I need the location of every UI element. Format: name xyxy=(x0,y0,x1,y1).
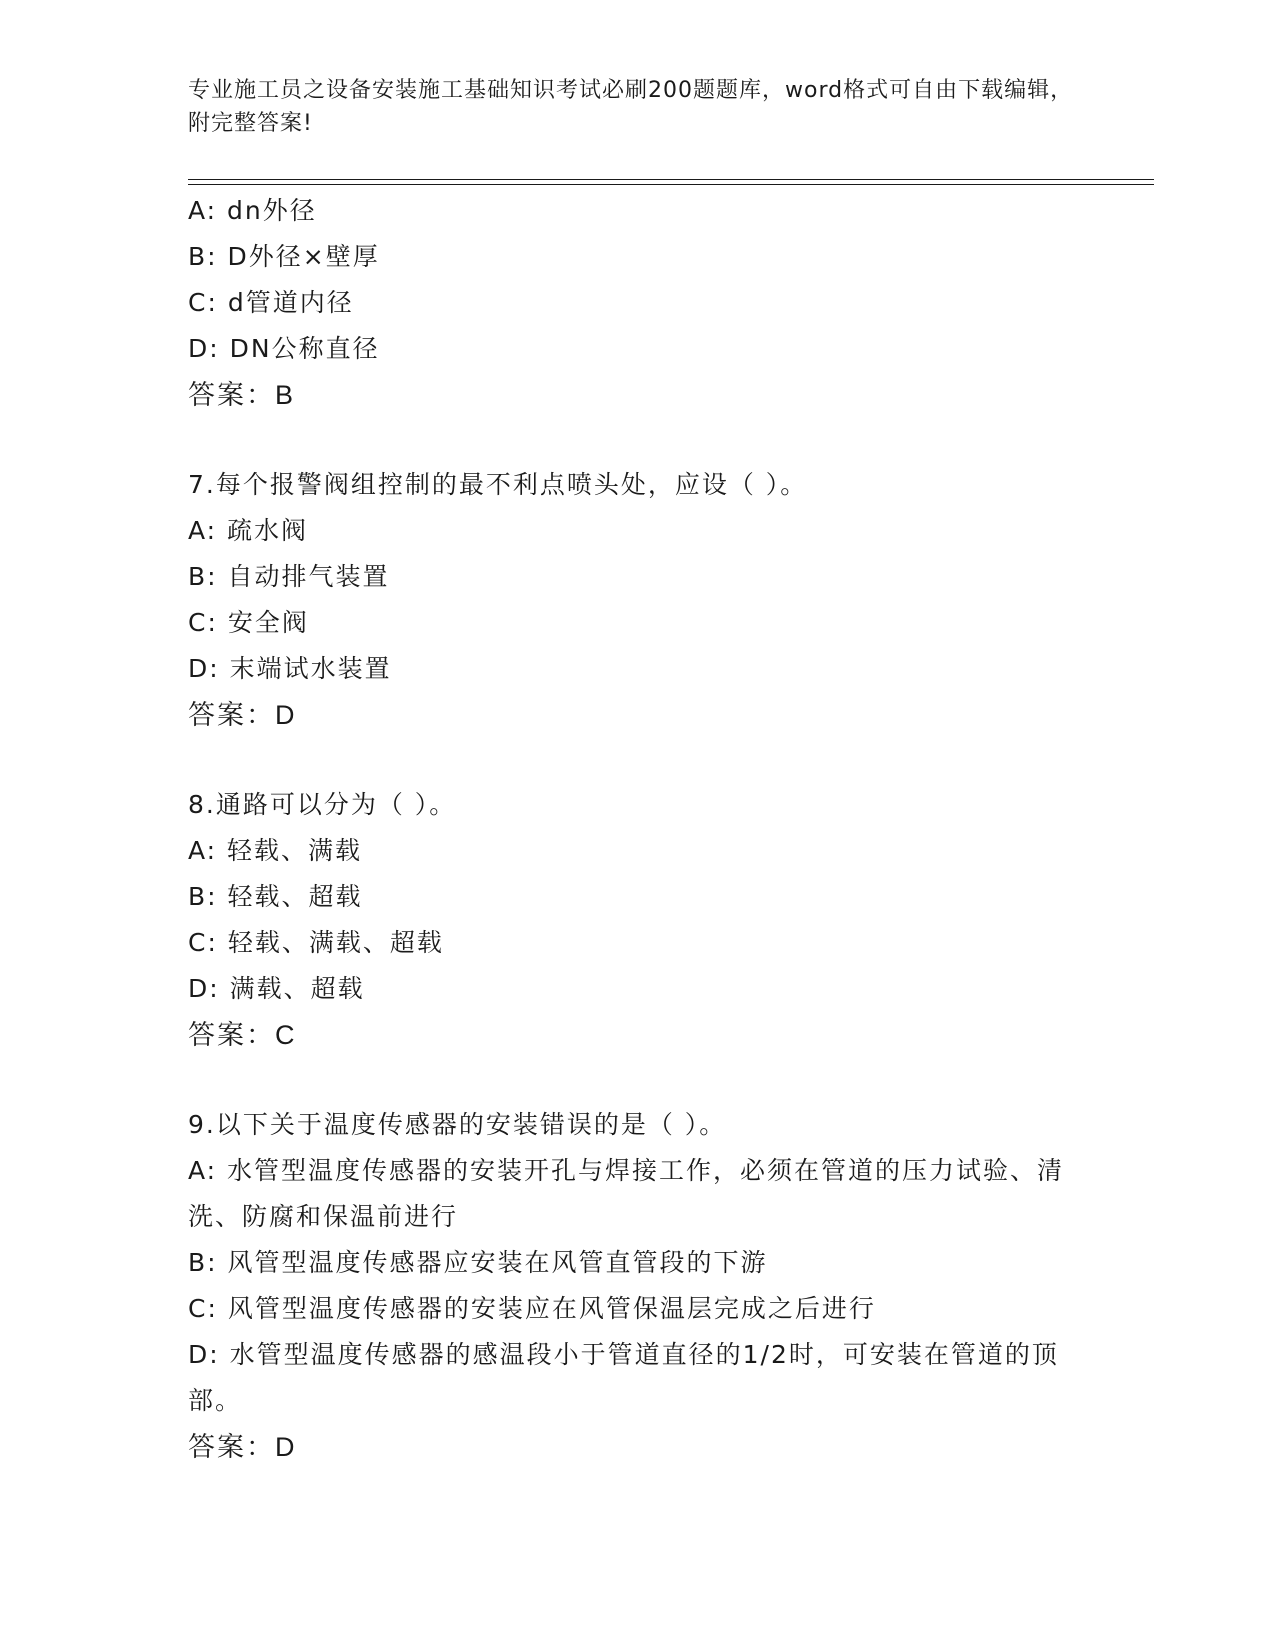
option-c: C: 轻载、满载、超载 xyxy=(188,928,444,957)
answer: 答案：B xyxy=(188,380,296,410)
option-a: A: 水管型温度传感器的安装开孔与焊接工作，必须在管道的压力试验、清洗、防腐和保温前进行 xyxy=(188,1156,1065,1231)
header-divider-bottom xyxy=(188,184,1154,185)
option-c: C: d管道内径 xyxy=(188,288,354,317)
document-header xyxy=(188,74,1088,140)
question-block xyxy=(188,462,1088,738)
block-spacer xyxy=(188,738,1088,782)
answer: 答案：D xyxy=(188,1432,297,1462)
question-text: 7.每个报警阀组控制的最不利点喷头处，应设（ ）。 xyxy=(188,470,808,499)
option-b: B: 轻载、超载 xyxy=(188,882,363,911)
option-b: B: 自动排气装置 xyxy=(188,562,390,591)
option-c: C: 安全阀 xyxy=(188,608,309,637)
question-text: 9.以下关于温度传感器的安装错误的是（ ）。 xyxy=(188,1110,727,1139)
question-list xyxy=(188,188,1088,1470)
option-a: A: dn外径 xyxy=(188,196,317,225)
option-a: A: 轻载、满载 xyxy=(188,836,363,865)
question-block xyxy=(188,782,1088,1058)
option-b: B: 风管型温度传感器应安装在风管直管段的下游 xyxy=(188,1248,768,1277)
answer: 答案：C xyxy=(188,1020,297,1050)
option-b: B: D外径×壁厚 xyxy=(188,242,380,271)
option-a: A: 疏水阀 xyxy=(188,516,309,545)
option-c: C: 风管型温度传感器的安装应在风管保温层完成之后进行 xyxy=(188,1294,876,1323)
option-d: D: 水管型温度传感器的感温段小于管道直径的1/2时，可安装在管道的顶部。 xyxy=(188,1340,1059,1415)
answer: 答案：D xyxy=(188,700,297,730)
header-title: 专业施工员之设备安装施工基础知识考试必刷200题题库，word格式可自由下载编辑，附完整答案! xyxy=(188,78,1074,136)
question-block xyxy=(188,188,1088,418)
header-divider-top xyxy=(188,179,1154,180)
block-spacer xyxy=(188,418,1088,462)
question-block xyxy=(188,1102,1088,1470)
block-spacer xyxy=(188,1058,1088,1102)
question-text: 8.通路可以分为（ ）。 xyxy=(188,790,457,819)
option-d: D: DN公称直径 xyxy=(188,334,380,363)
option-d: D: 满载、超载 xyxy=(188,974,365,1003)
option-d: D: 末端试水装置 xyxy=(188,654,392,683)
